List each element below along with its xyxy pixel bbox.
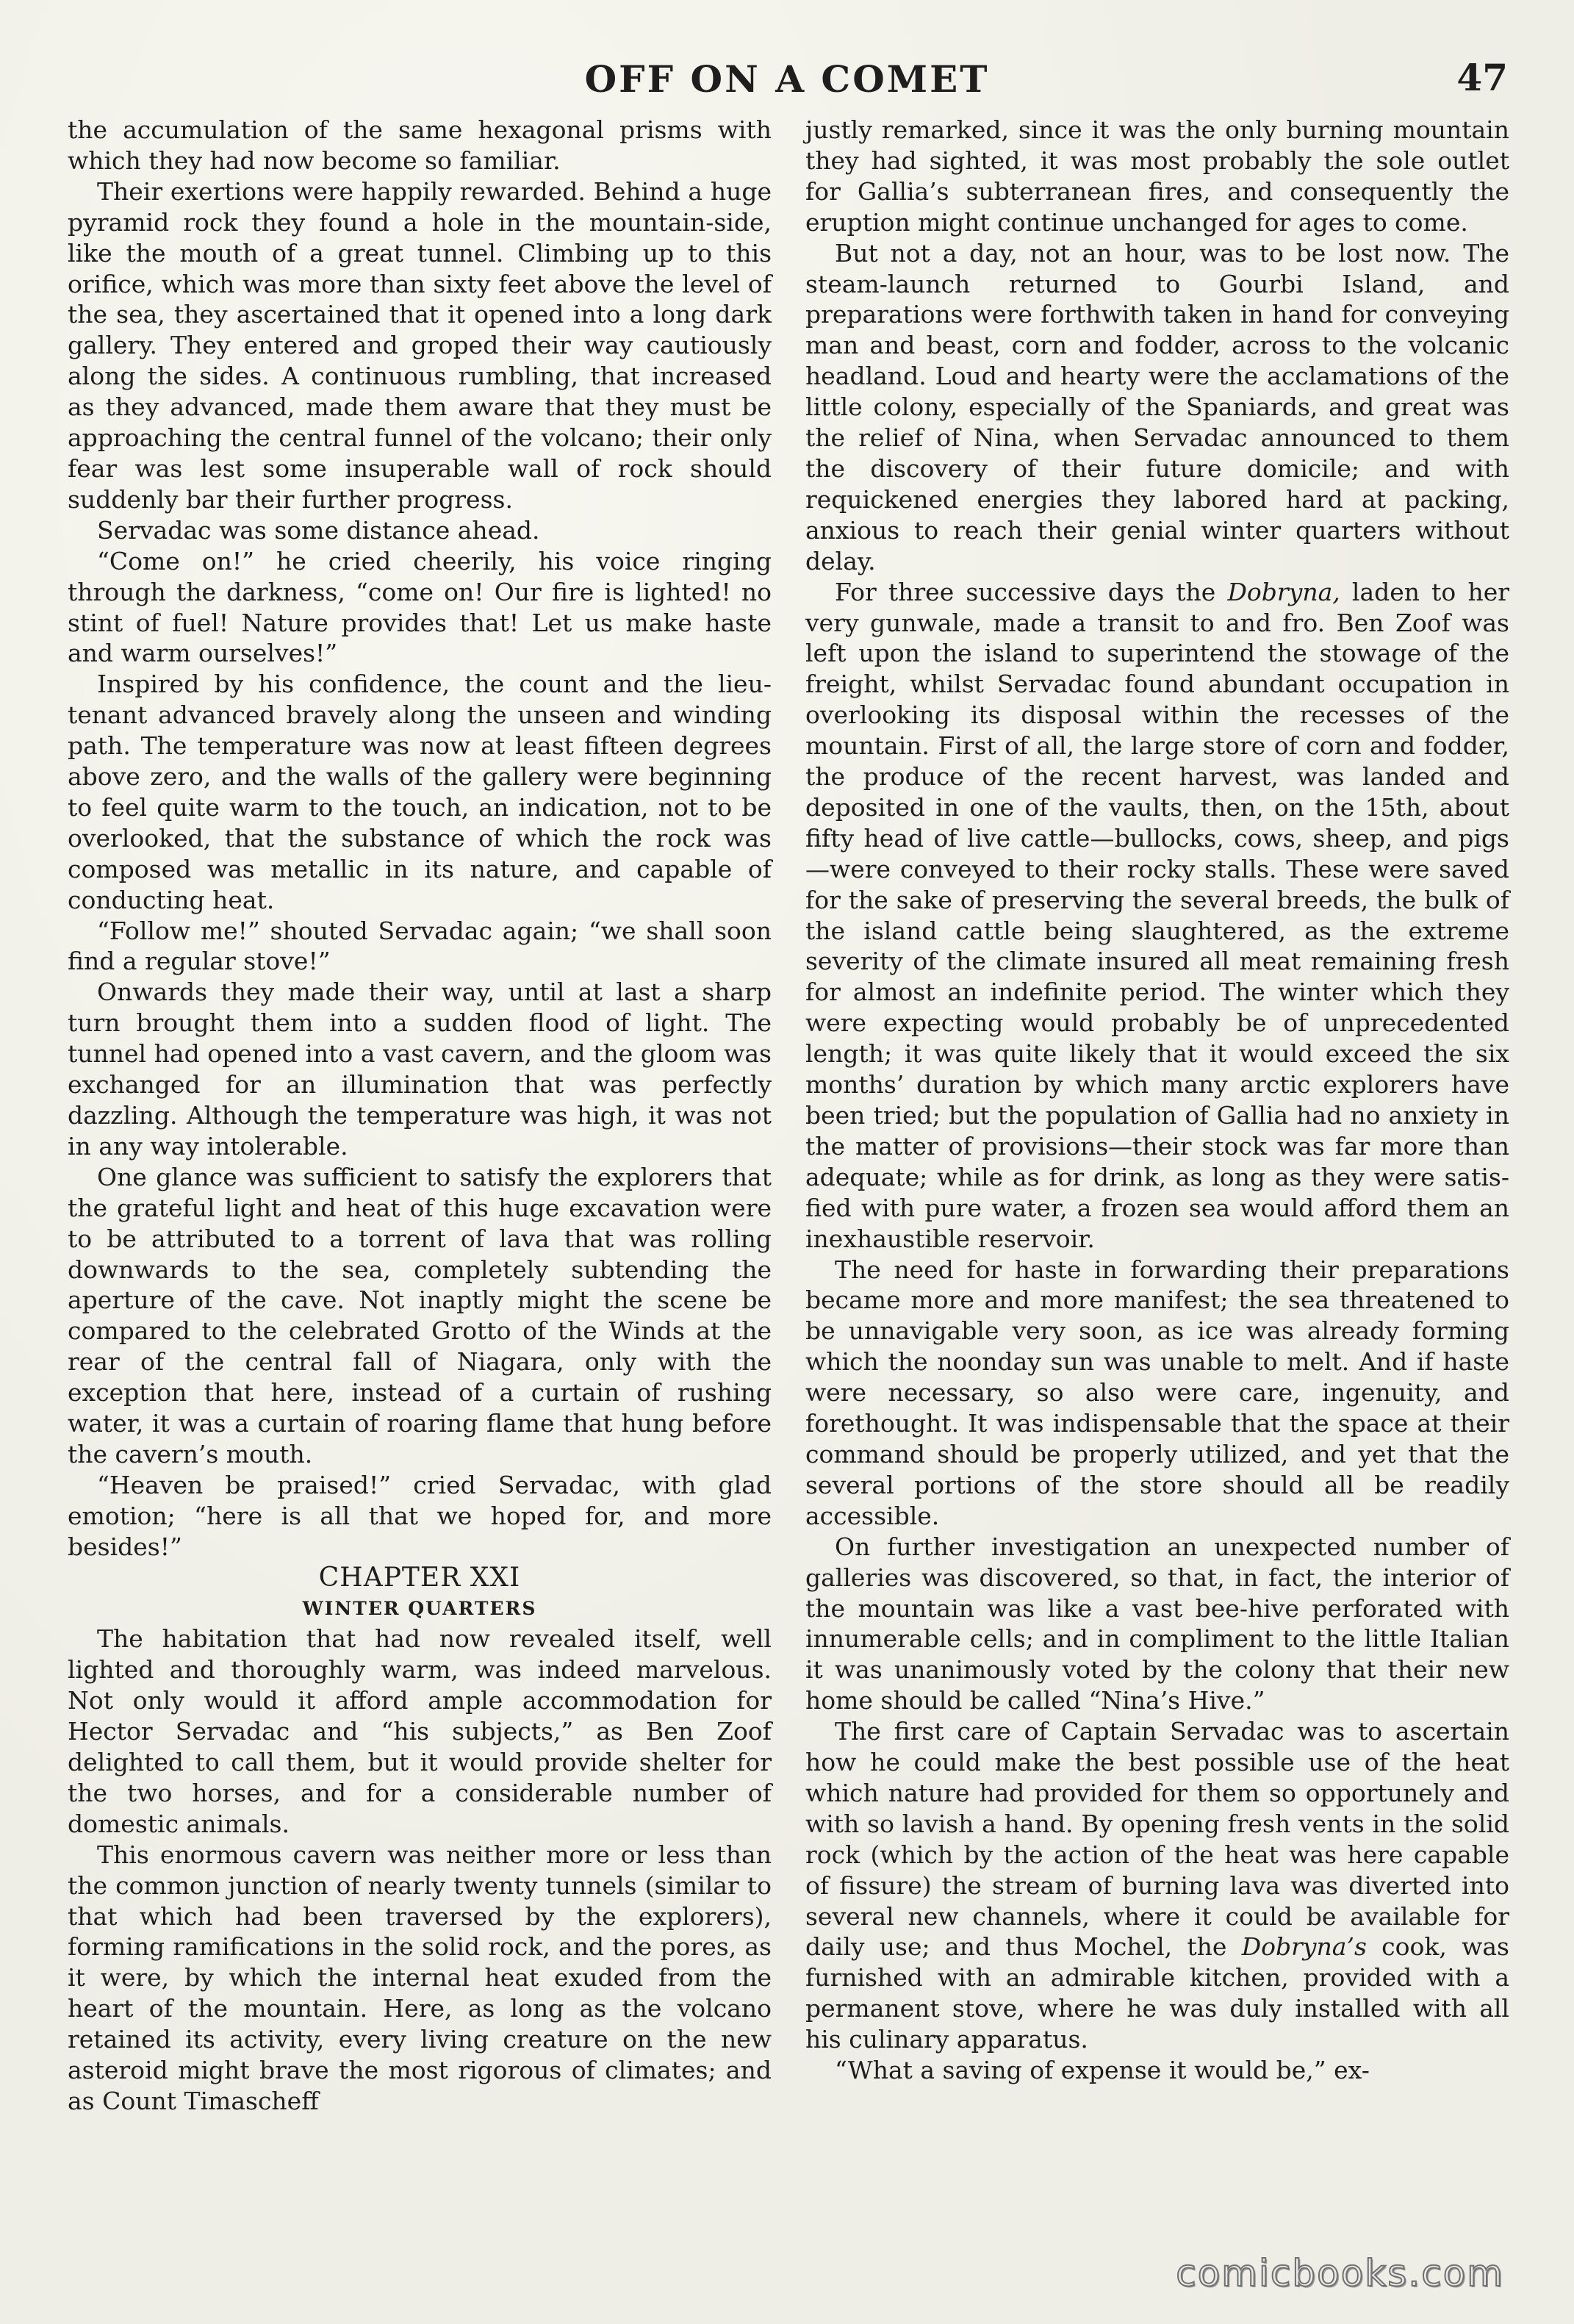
chapter-title: CHAPTER XXI bbox=[318, 1562, 521, 1593]
watermark: comicbooks.com bbox=[1176, 2252, 1504, 2295]
chapter-subtitle: WINTER QUARTERS bbox=[302, 1597, 537, 1619]
paragraph: But not a day, not an hour, was to be lost now. The steam-launch returned to Gourbi Island, and preparations were forthwith taken in hand for conveying man and beast, corn and fodder, across to the volcanic headland. Loud and hearty were the acclamations of the little colony, especially of the Spaniards, and great was the relief of Nina, when Servadac announced to them the discovery of their future domicile; and with requickened energies they labored hard at packing, anxious to reach their genial winter quarters without delay. bbox=[805, 238, 1509, 575]
page-number: 47 bbox=[1456, 56, 1508, 99]
paragraph: Onwards they made their way, until at last a sharp turn brought them into a sudden flood of light. The tunnel had opened into a vast cavern, and the gloom was exchanged for an illumination that was perfectly dazzling. Although the temperature was high, it was not in any way intolerable. bbox=[68, 978, 772, 1161]
paragraph: the accumulation of the same hexagonal prisms with which they had now become so familiar. bbox=[68, 115, 772, 175]
right-column bbox=[805, 115, 1509, 2086]
paragraph: “Follow me!” shouted Servadac again; “we shall soon find a regular stove!” bbox=[68, 916, 772, 976]
paragraph: Servadac was some distance ahead. bbox=[97, 515, 540, 545]
paragraph: The habitation that had now revealed itself, well lighted and thoroughly warm, was indeed marvelous. Not only would it afford ample accommodation for Hector Servadac and “his subjects,” as Ben Zoof delighted to call them, but it would provide shelter for the two horses, and for a considerable number of domestic animals. bbox=[68, 1624, 772, 1838]
paragraph: “Heaven be praised!” cried Servadac, with glad emotion; “here is all that we hoped for, and more besides!” bbox=[68, 1470, 772, 1561]
paragraph: justly remarked, since it was the only burning mountain they had sighted, it was most probably the sole outlet for Gallia’s subterranean fires, and consequently the eruption might continue unchanged for ages to come. bbox=[805, 115, 1509, 237]
text-run: For three successive days the bbox=[835, 577, 1228, 606]
running-title: OFF ON A COMET bbox=[584, 57, 990, 101]
paragraph: This enormous cavern was neither more or less than the common junction of nearly twenty tunnels (similar to that which had been traversed by the explorers), forming ramifications in the solid rock, and the pores, as it were, by which the internal heat exuded from the heart of the mountain. Here, as long as the volcano retained its activity, every living creature on the new asteroid might brave the most rigorous of climates; and as Count Timascheff bbox=[68, 1840, 772, 2115]
text-run: cook, was furnished with an admirable kitchen, provided with a permanent stove, where he was duly installed with all his culinary apparatus. bbox=[805, 1932, 1509, 2054]
text-run: The first care of Captain Servadac was to ascertain how he could make the best possible use of the heat which nature had provided for them so opportunely and with so lavish a hand. By opening fresh vents in the solid rock (which by the action of the heat was here capable of fissure) the stream of burning lava was diverted into several new channels, where it could be available for daily use; and thus Mochel, the bbox=[805, 1717, 1509, 1962]
paragraph: Their exertions were happily rewarded. Behind a huge pyramid rock they found a hole in the mountain-side, like the mouth of a great tunnel. Climbing up to this orifice, which was more than sixty feet above the level of the sea, they ascertained that it opened into a long dark gallery. They entered and groped their way cautiously along the sides. A continuous rumbling, that increased as they advanced, made them aware that they must be approaching the central funnel of the volcano; their only fear was lest some insuperable wall of rock should suddenly bar their further progress. bbox=[68, 176, 772, 514]
left-column bbox=[68, 115, 772, 2117]
paragraph: Inspired by his confidence, the count and the lieutenant advanced bravely along the unseen and winding path. The temperature was now at least fifteen degrees above zero, and the walls of the gallery were beginning to feel quite warm to the touch, an indication, not to be overlooked, that the substance of which the rock was composed was metallic in its nature, and capable of conducting heat. bbox=[68, 670, 772, 914]
ship-name: Dobryna’s bbox=[1241, 1932, 1367, 1962]
paragraph bbox=[805, 577, 1509, 1255]
paragraph bbox=[805, 1716, 1509, 2055]
paragraph: One glance was sufficient to satisfy the explorers that the grateful light and heat of this huge excavation were to be attributed to a torrent of lava that was rolling downwards to the sea, completely subtending the aperture of the cave. Not inaptly might the scene be compared to the celebrated Grotto of the Winds at the rear of the central fall of Niagara, only with the exception that here, instead of a curtain of rushing water, it was a curtain of roaring flame that hung before the cavern’s mouth. bbox=[68, 1162, 772, 1468]
paragraph: “What a saving of expense it would be,” ex- bbox=[835, 2056, 1370, 2085]
paragraph: The need for haste in forwarding their preparations became more and more manifest; the sea threatened to be unnavigable very soon, as ice was already forming which the noonday sun was unable to melt. And if haste were necessary, so also were care, ingenuity, and forethought. It was indispensable that the space at their command should be properly utilized, and yet that the several portions of the store should all be readily accessible. bbox=[805, 1255, 1509, 1530]
paragraph: On further investigation an unexpected number of galleries was discovered, so that, in fact, the interior of the mountain was like a vast bee-hive perforated with innumerable cells; and in compliment to the little Italian it was unanimously voted by the colony that their new home should be called “Nina’s Hive.” bbox=[805, 1532, 1509, 1715]
text-run: laden to her very gunwale, made a transit to and fro. Ben Zoof was left upon the island to superintend the stowage of the freight, whilst Servadac found abundant occupation in overlooking its disposal within the recesses of the mountain. First of all, the large store of corn and fodder, the produce of the recent harvest, was landed and deposited in one of the vaults, then, on the 15th, about fifty head of live cattle—bullocks, cows, sheep, and pigs—were conveyed to their rocky stalls. These were saved for the sake of preserving the several breeds, the bulk of the island cattle being slaughtered, as the extreme severity of the climate insured all meat remaining fresh for almost an indefinite period. The winter which they were expecting would probably be of unprecedented length; it was quite likely that it would exceed the six months’ duration by which many arctic explorers have been tried; but the population of Gallia had no anxiety in the matter of provisions—their stock was far more than adequate; while as for drink, as long as they were satisfied with pure water, a frozen sea would afford them an inexhaustible reservoir. bbox=[805, 577, 1509, 1253]
ship-name: Dobryna, bbox=[1227, 577, 1340, 606]
paragraph: “Come on!” he cried cheerily, his voice ringing through the darkness, “come on! Our fire is lighted! no stint of fuel! Nature provides that! Let us make haste and warm ourselves!” bbox=[68, 546, 772, 668]
running-head bbox=[0, 53, 1574, 104]
